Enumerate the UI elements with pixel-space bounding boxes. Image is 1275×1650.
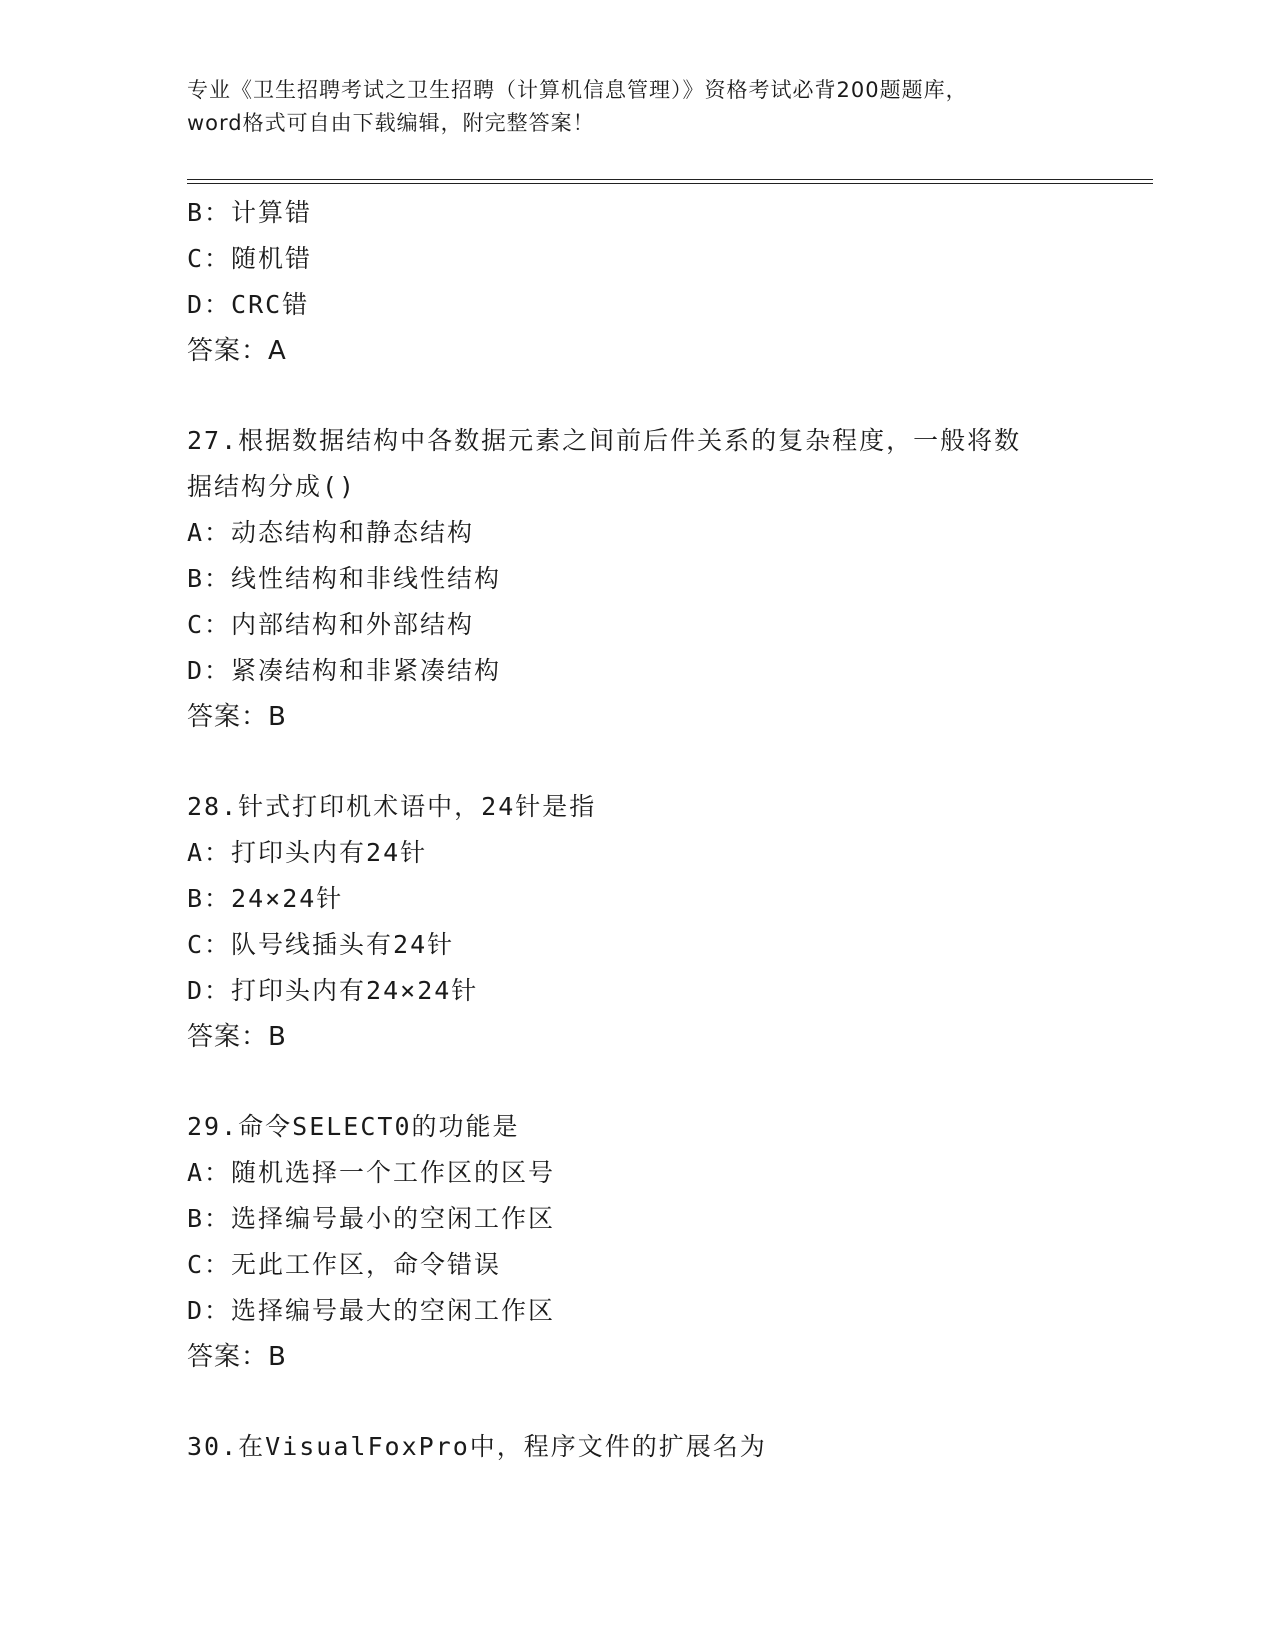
option-a: A：随机选择一个工作区的区号 xyxy=(187,1158,556,1187)
option-d: D：选择编号最大的空闲工作区 xyxy=(187,1296,556,1325)
question-27 xyxy=(187,418,1087,740)
question-29 xyxy=(187,1104,1087,1380)
option-d: D：打印头内有24×24针 xyxy=(187,976,479,1005)
question-partial xyxy=(187,190,1087,374)
answer: 答案：B xyxy=(187,1342,287,1372)
answer: 答案：A xyxy=(187,336,287,366)
option-b: B：24×24针 xyxy=(187,884,344,913)
option-c: C：队号线插头有24针 xyxy=(187,930,455,959)
question-stem: 27.根据数据结构中各数据元素之间前后件关系的复杂程度，一般将数 xyxy=(187,426,1022,455)
document-header xyxy=(187,74,1087,140)
header-line-2: word格式可自由下载编辑，附完整答案！ xyxy=(187,111,595,135)
option-c: C：无此工作区，命令错误 xyxy=(187,1250,502,1279)
question-list xyxy=(187,190,1087,1470)
option-b: B：计算错 xyxy=(187,198,313,227)
question-stem-continued: 据结构分成() xyxy=(187,472,357,501)
answer: 答案：B xyxy=(187,1022,287,1052)
question-stem: 29.命令SELECT0的功能是 xyxy=(187,1112,520,1141)
answer: 答案：B xyxy=(187,702,287,732)
question-stem: 28.针式打印机术语中，24针是指 xyxy=(187,792,597,821)
option-a: A：打印头内有24针 xyxy=(187,838,428,867)
header-divider xyxy=(187,179,1153,184)
question-30 xyxy=(187,1424,1087,1470)
option-b: B：线性结构和非线性结构 xyxy=(187,564,502,593)
option-c: C：随机错 xyxy=(187,244,313,273)
question-stem: 30.在VisualFoxPro中，程序文件的扩展名为 xyxy=(187,1432,767,1461)
question-28 xyxy=(187,784,1087,1060)
option-d: D：紧凑结构和非紧凑结构 xyxy=(187,656,502,685)
option-b: B：选择编号最小的空闲工作区 xyxy=(187,1204,556,1233)
header-line-1: 专业《卫生招聘考试之卫生招聘（计算机信息管理）》资格考试必背200题题库， xyxy=(187,78,968,102)
option-c: C：内部结构和外部结构 xyxy=(187,610,475,639)
option-d: D：CRC错 xyxy=(187,290,310,319)
option-a: A：动态结构和静态结构 xyxy=(187,518,475,547)
